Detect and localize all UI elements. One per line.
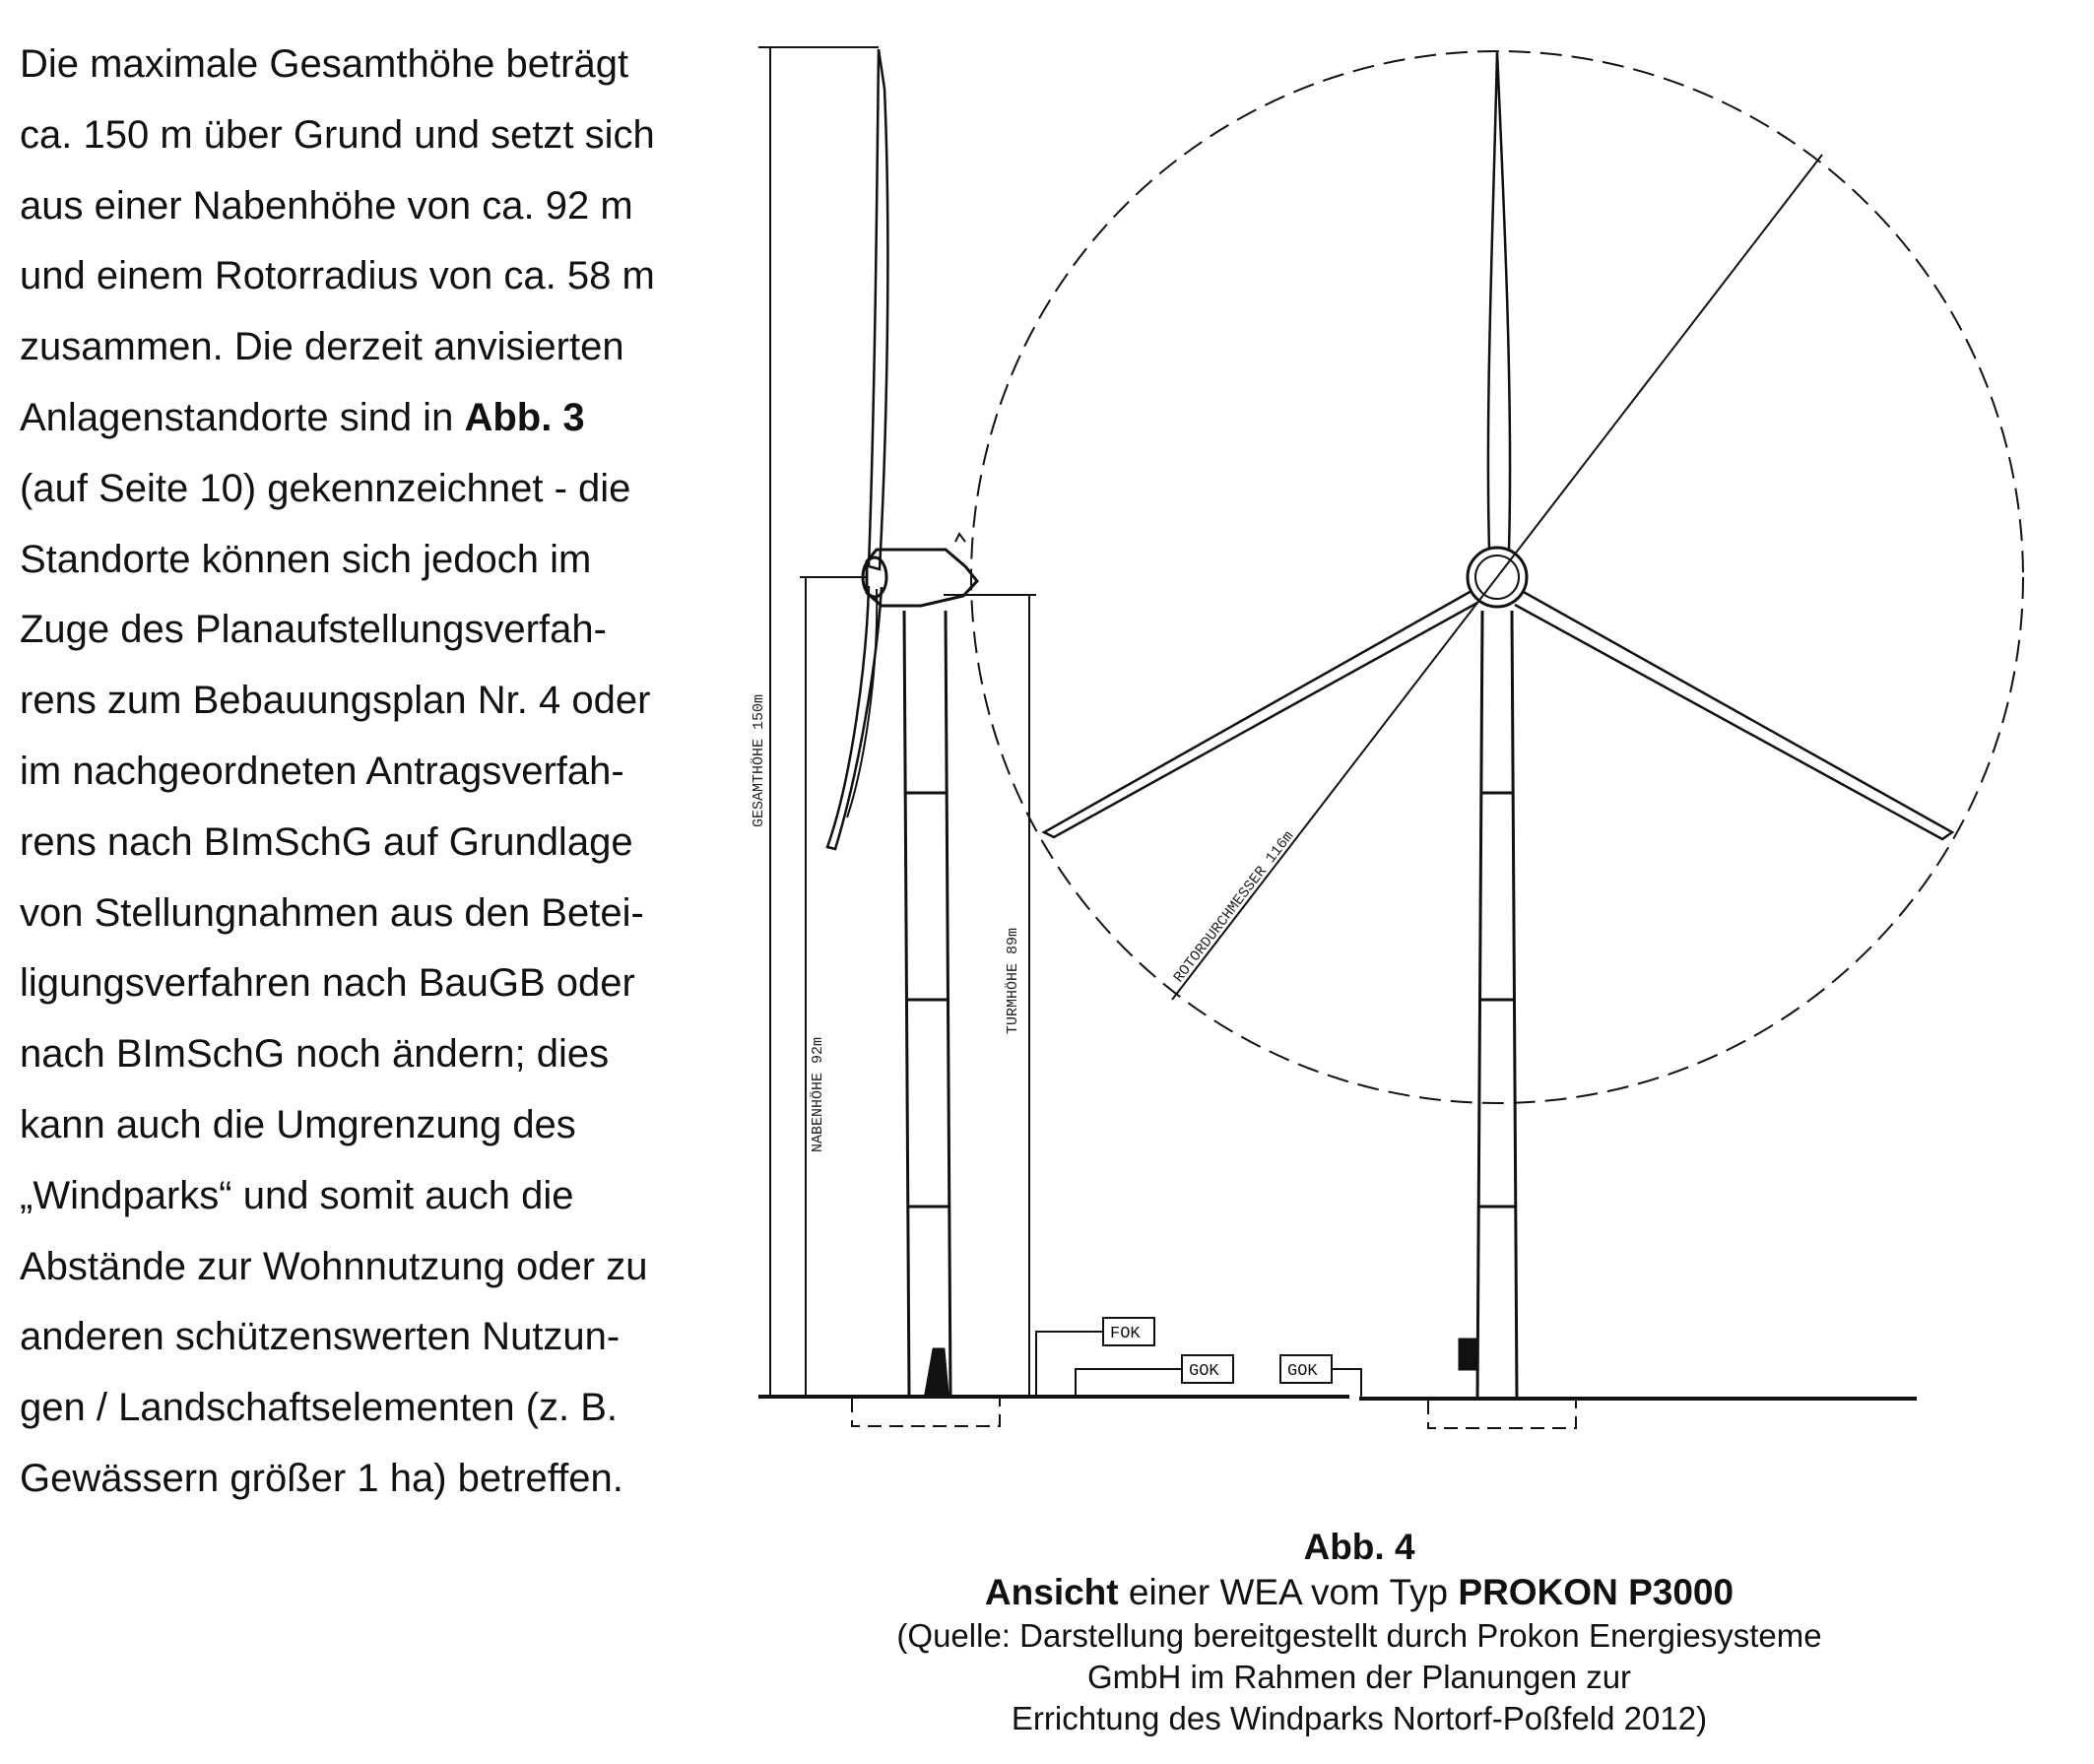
drawing-canvas [719, 30, 2094, 1458]
body-text-line: im nachgeordneten Antragsverfah- [20, 749, 624, 793]
caption-title-mid: einer WEA vom Typ [1118, 1572, 1459, 1612]
body-text-line: nach BImSchG noch ändern; dies [20, 1032, 610, 1077]
caption-source-1: (Quelle: Darstellung bereitgestellt durch Prokon Energiesysteme [896, 1617, 1822, 1654]
caption-source-2: GmbH im Rahmen der Planungen zur [1086, 1659, 1632, 1695]
fok-leader [1036, 1332, 1103, 1397]
caption-label: Abb. 4 [1303, 1527, 1415, 1567]
body-text-line: aus einer Nabenhöhe von ca. 92 m [20, 183, 633, 228]
label-gok-1: GOK [1189, 1362, 1219, 1381]
body-text-line: (auf Seite 10) gekennzeichnet - die [20, 466, 631, 510]
body-text-line [20, 383, 709, 454]
figure-caption [827, 1525, 1891, 1739]
body-text-figure-ref: Abb. 3 [464, 395, 585, 439]
blade-front-left [1044, 591, 1477, 837]
blade-front-top [1488, 51, 1510, 550]
blade-front-right [1515, 591, 1952, 839]
gok-leader-2 [1332, 1369, 1361, 1399]
caption-title-bold-2: PROKON P3000 [1458, 1572, 1734, 1612]
body-text-line: gen / Landschaftselementen (z. B. [20, 1386, 619, 1430]
foundation-front [1428, 1401, 1576, 1428]
body-text-line: zusammen. Die derzeit anvisierten [20, 325, 624, 369]
body-text-line: Die maximale Gesamthöhe beträgt [20, 42, 629, 86]
label-rotordurchmesser: ROTORDURCHMESSER 116m [1170, 827, 1298, 987]
body-text-segment: Anlagenstandorte sind in [20, 395, 465, 439]
tower-front-right [1512, 611, 1517, 1399]
body-text [20, 30, 709, 1515]
label-gesamthoehe: GESAMTHÖHE 150m [751, 693, 767, 827]
nacelle-mast [955, 534, 965, 542]
caption-title-bold-1: Ansicht [984, 1572, 1119, 1612]
foundation-side [852, 1399, 1000, 1426]
label-turmhoehe: TURMHÖHE 89m [1005, 927, 1021, 1034]
body-text-line: und einem Rotorradius von ca. 58 m [20, 254, 655, 298]
label-gok-2: GOK [1287, 1362, 1318, 1381]
body-text-line: Abstände zur Wohnnutzung oder zu [20, 1244, 648, 1288]
label-nabenhoehe: NABENHÖHE 92m [810, 1036, 826, 1152]
body-text-line: kann auch die Umgrenzung des [20, 1102, 576, 1146]
body-text-line: ligungsverfahren nach BauGB oder [20, 961, 635, 1006]
body-text-line: Standorte können sich jedoch im [20, 537, 592, 581]
body-text-line: ca. 150 m über Grund und setzt sich [20, 112, 655, 157]
caption-source-3: Errichtung des Windparks Nortorf-Poßfeld 2012) [1011, 1700, 1708, 1736]
body-text-line: rens zum Bebauungsplan Nr. 4 oder [20, 679, 651, 723]
nacelle [867, 550, 977, 606]
tower-door-front [1460, 1339, 1477, 1369]
body-text-line: „Windparks“ und somit auch die [20, 1173, 574, 1217]
tower-side-right [946, 611, 950, 1397]
body-text-line: von Stellungnahmen aus den Betei- [20, 890, 644, 935]
blade-side-top [869, 49, 887, 569]
gok-leader-1 [1076, 1369, 1182, 1397]
tower-front-left [1477, 611, 1482, 1399]
blade-side-down-1 [827, 586, 882, 849]
caption-title [827, 1570, 1891, 1615]
wind-turbine-drawing [719, 30, 2094, 1458]
body-text-line: anderen schützenswerten Nutzun- [20, 1315, 621, 1359]
body-text-line: Zuge des Planaufstellungsverfah- [20, 608, 607, 652]
tower-door-side [926, 1349, 948, 1394]
body-text-line: Gewässern größer 1 ha) betreffen. [20, 1456, 623, 1500]
tower-side-left [904, 611, 909, 1397]
body-text-line: rens nach BImSchG auf Grundlage [20, 819, 633, 864]
label-fok: FOK [1110, 1325, 1141, 1343]
